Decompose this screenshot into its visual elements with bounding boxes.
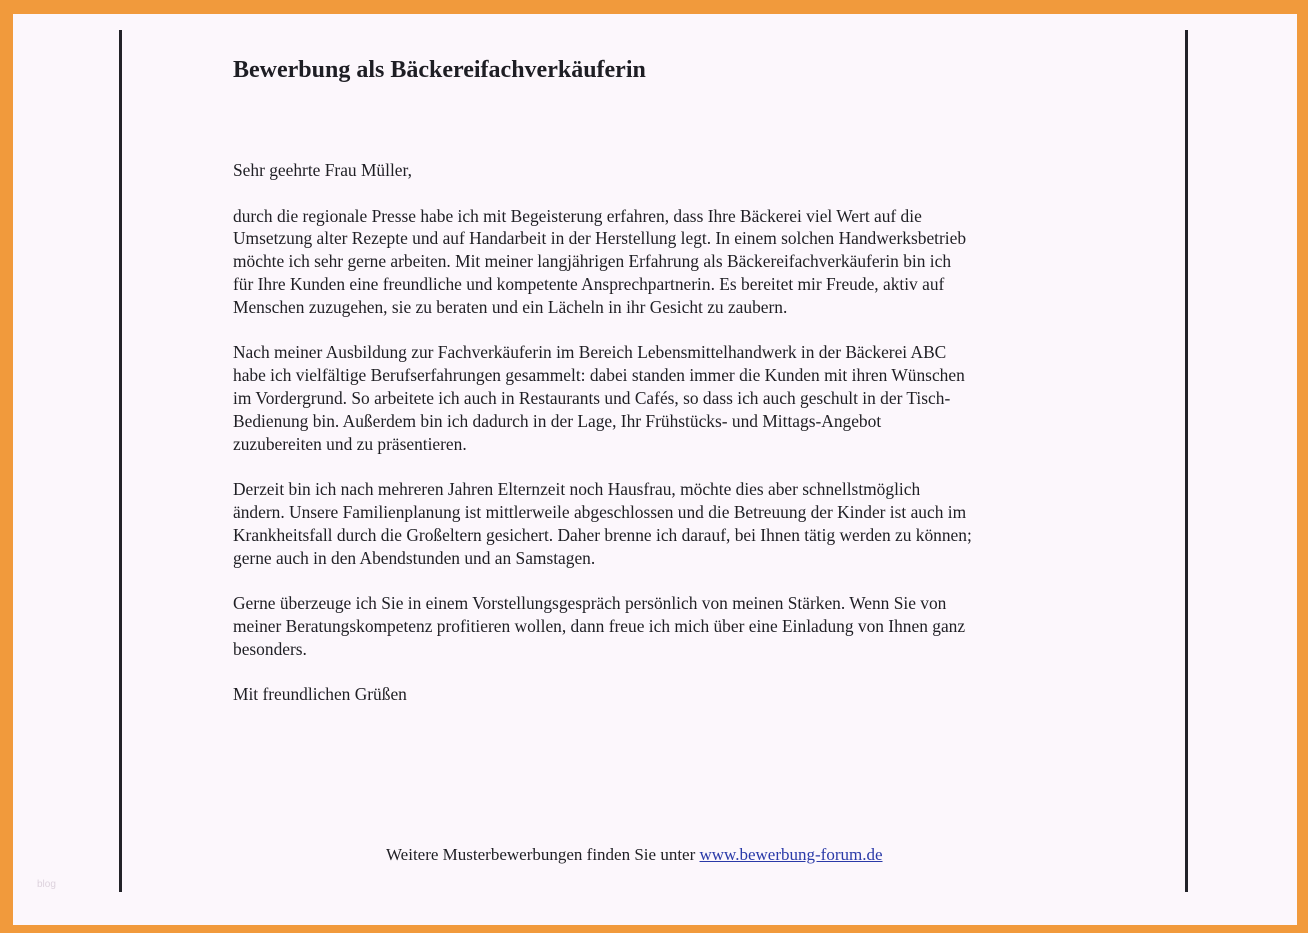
text-line: ändern. Unsere Familienplanung ist mittlerweile abgeschlossen und die Betreuung der Kinder ist auch im [233, 501, 967, 522]
text-line: habe ich vielfältige Berufserfahrungen gesammelt: dabei standen immer die Kunden mit ihren Wünschen [233, 365, 965, 386]
watermark: blog [37, 879, 56, 890]
text-line: zuzubereiten und zu präsentieren. [233, 433, 467, 454]
text-line: für Ihre Kunden eine freundliche und kompetente Ansprechpartnerin. Es bereitet mir Freude, aktiv auf [233, 273, 945, 294]
closing: Mit freundlichen Grüßen [233, 684, 407, 705]
footer-link[interactable]: www.bewerbung-forum.de [699, 845, 883, 864]
footer-note [386, 845, 883, 865]
right-margin-rule [1185, 30, 1188, 892]
left-margin-rule [119, 30, 122, 892]
text-line: Nach meiner Ausbildung zur Fachverkäuferin im Bereich Lebensmittelhandwerk in der Bäckerei ABC [233, 342, 947, 363]
text-line: Gerne überzeuge ich Sie in einem Vorstellungsgespräch persönlich von meinen Stärken. Wenn Sie von [233, 593, 947, 614]
letter-body [233, 159, 1093, 729]
text-line: gerne auch in den Abendstunden und an Samstagen. [233, 547, 596, 568]
text-line: Umsetzung alter Rezepte und auf Handarbeit in der Herstellung legt. In einem solchen Handwerksbetrieb [233, 228, 967, 249]
text-line: Derzeit bin ich nach mehreren Jahren Elternzeit noch Hausfrau, möchte dies aber schnellstmöglich [233, 479, 921, 500]
footer-text: Weitere Musterbewerbungen finden Sie unter [386, 845, 696, 864]
salutation: Sehr geehrte Frau Müller, [233, 160, 412, 180]
text-line: Bedienung bin. Außerdem bin ich dadurch in der Lage, Ihr Frühstücks- und Mittags-Angebot [233, 410, 882, 431]
text-line: meiner Beratungskompetenz profitieren wollen, dann freue ich mich über eine Einladung von Ihnen ganz [233, 615, 966, 636]
text-line: im Vordergrund. So arbeitete ich auch in Restaurants und Cafés, so dass ich auch geschult in der Tisch- [233, 387, 951, 408]
text-line: möchte ich sehr gerne arbeiten. Mit meiner langjährigen Erfahrung als Bäckereifachverkäuferin bin ich [233, 251, 952, 272]
text-line: besonders. [233, 638, 307, 659]
text-line: Menschen zuzugehen, sie zu beraten und ein Lächeln in ihr Gesicht zu zaubern. [233, 296, 788, 317]
paragraph-2 [233, 341, 1093, 455]
paragraph-3 [233, 478, 1093, 569]
text-line: durch die regionale Presse habe ich mit Begeisterung erfahren, dass Ihre Bäckerei viel Wert auf die [233, 205, 922, 226]
letter-title: Bewerbung als Bäckereifachverkäuferin [233, 57, 646, 83]
paragraph-1 [233, 205, 1093, 319]
text-line: Krankheitsfall durch die Großeltern gesichert. Daher brenne ich darauf, bei Ihnen tätig werden zu können; [233, 524, 972, 545]
paragraph-4 [233, 592, 1093, 660]
